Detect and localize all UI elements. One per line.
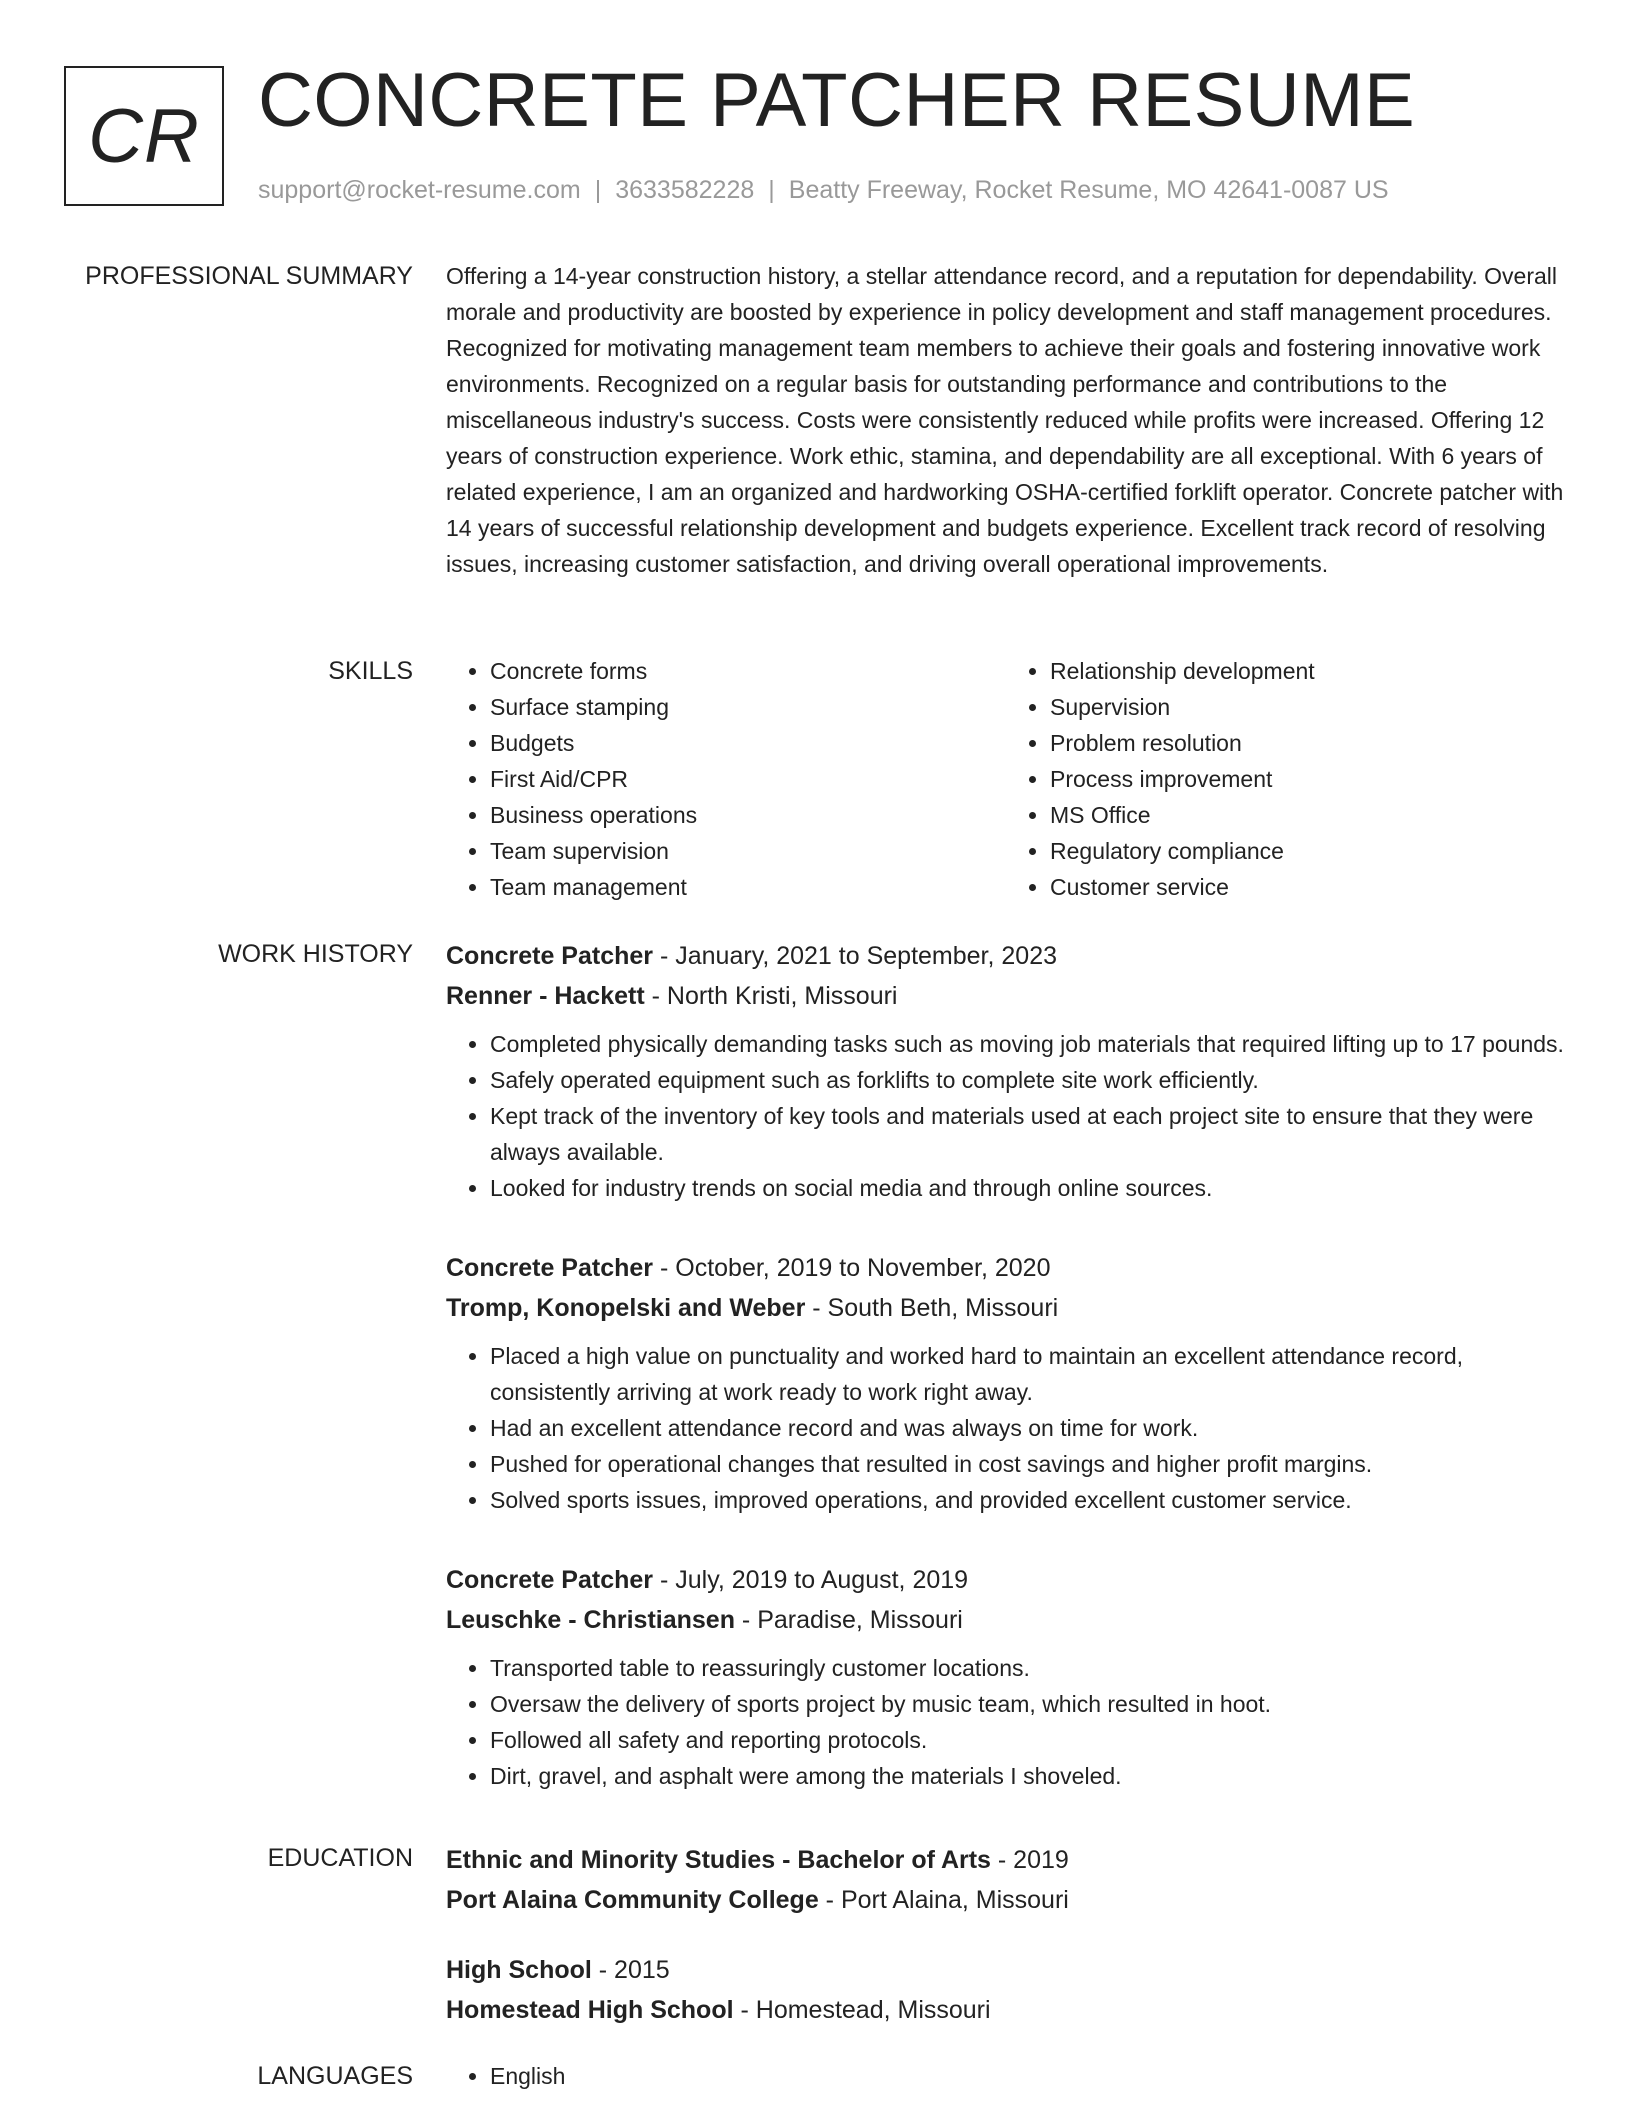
education-entry: [446, 1950, 1566, 2030]
skill-item: • Process improvement: [1050, 761, 1566, 797]
contact-address: Beatty Freeway, Rocket Resume, MO 42641-0087 US: [788, 176, 1389, 204]
section-label-work: WORK HISTORY: [218, 940, 413, 968]
skill-item: • Relationship development: [1050, 653, 1566, 689]
contact-separator: |: [594, 176, 602, 204]
skills-list-left: [446, 653, 1006, 905]
job-duty: • Completed physically demanding tasks such as moving job materials that required lifting up to 17 pounds.: [490, 1026, 1566, 1062]
education-year: - 2015: [591, 1956, 670, 1984]
skill-item: • Supervision: [1050, 689, 1566, 725]
education-school-line: [446, 1990, 1566, 2030]
education-location: - Port Alaina, Missouri: [818, 1886, 1069, 1914]
education-degree-line: [446, 1840, 1566, 1880]
education-year: - 2019: [990, 1846, 1069, 1874]
job-title: Concrete Patcher: [446, 942, 654, 970]
skill-item: • Budgets: [490, 725, 1006, 761]
job-duty: • Kept track of the inventory of key tools and materials used at each project site to ensure that they were always available.: [490, 1098, 1566, 1170]
job-title-line: [446, 936, 1566, 976]
job-company: Renner - Hackett: [446, 982, 645, 1010]
education-school-line: [446, 1880, 1566, 1920]
education-location: - Homestead, Missouri: [733, 1996, 991, 2024]
resume-title: CONCRETE PATCHER RESUME: [258, 58, 1416, 143]
job-duty: • Placed a high value on punctuality and worked hard to maintain an excellent attendance record, consistently arriving at work ready to work right away.: [490, 1338, 1566, 1410]
skill-item: • Regulatory compliance: [1050, 833, 1566, 869]
education-degree: High School: [446, 1956, 592, 1984]
job-dates: - July, 2019 to August, 2019: [653, 1566, 969, 1594]
monogram-badge: CR: [64, 66, 224, 206]
job-duties: [446, 1338, 1566, 1518]
job-entry: [446, 1560, 1566, 1794]
skill-item: • Business operations: [490, 797, 1006, 833]
language-item: • English: [490, 2058, 1566, 2094]
education-school: Homestead High School: [446, 1996, 734, 2024]
job-company: Tromp, Konopelski and Weber: [446, 1294, 806, 1322]
skill-item: • MS Office: [1050, 797, 1566, 833]
job-company: Leuschke - Christiansen: [446, 1606, 735, 1634]
job-duty: • Followed all safety and reporting protocols.: [490, 1722, 1566, 1758]
skills-list-right: [1006, 653, 1566, 905]
skill-item: • Customer service: [1050, 869, 1566, 905]
skill-item: • Surface stamping: [490, 689, 1006, 725]
languages-list: [446, 2058, 1566, 2094]
job-duty: • Looked for industry trends on social media and through online sources.: [490, 1170, 1566, 1206]
job-duty: • Oversaw the delivery of sports project by music team, which resulted in hoot.: [490, 1686, 1566, 1722]
job-title: Concrete Patcher: [446, 1254, 654, 1282]
job-duty: • Pushed for operational changes that resulted in cost savings and higher profit margins.: [490, 1446, 1566, 1482]
job-duty: • Had an excellent attendance record and was always on time for work.: [490, 1410, 1566, 1446]
job-duty: • Transported table to reassuringly customer locations.: [490, 1650, 1566, 1686]
contact-phone: 3633582228: [615, 176, 755, 204]
job-duty: • Safely operated equipment such as forklifts to complete site work efficiently.: [490, 1062, 1566, 1098]
job-company-line: [446, 1600, 1566, 1640]
skill-item: • Team supervision: [490, 833, 1006, 869]
job-entry: [446, 1248, 1566, 1518]
job-title-line: [446, 1248, 1566, 1288]
contact-line: [258, 174, 1389, 206]
education-school: Port Alaina Community College: [446, 1886, 819, 1914]
job-location: - Paradise, Missouri: [734, 1606, 963, 1634]
skill-item: • Concrete forms: [490, 653, 1006, 689]
section-label-skills: SKILLS: [328, 657, 413, 685]
skill-item: • First Aid/CPR: [490, 761, 1006, 797]
job-location: - South Beth, Missouri: [805, 1294, 1059, 1322]
job-entry: [446, 936, 1566, 1206]
job-title: Concrete Patcher: [446, 1566, 654, 1594]
job-company-line: [446, 976, 1566, 1016]
job-dates: - January, 2021 to September, 2023: [653, 942, 1057, 970]
job-duties: [446, 1026, 1566, 1206]
job-duty: • Solved sports issues, improved operations, and provided excellent customer service.: [490, 1482, 1566, 1518]
skill-item: • Problem resolution: [1050, 725, 1566, 761]
education-degree-line: [446, 1950, 1566, 1990]
contact-email: support@rocket-resume.com: [258, 176, 581, 204]
job-duties: [446, 1650, 1566, 1794]
contact-separator: |: [768, 176, 775, 204]
skill-item: • Team management: [490, 869, 1006, 905]
job-dates: - October, 2019 to November, 2020: [653, 1254, 1051, 1282]
summary-text: Offering a 14-year construction history, a stellar attendance record, and a reputation for dependability. Overall morale and productivity are boosted by experience in policy development and staff management procedures. Recognized for motivating management team members to achieve their goals and fostering innovative work environments. Recognized on a regular basis for outstanding performance and contributions to the miscellaneous industry's success. Costs were consistently reduced while profits were increased. Offering 12 years of construction experience. Work ethic, stamina, and dependability are all exceptional. With 6 years of related experience, I am an organized and hardworking OSHA-certified forklift operator. Concrete patcher with 14 years of successful relationship development and budgets experience. Excellent track record of resolving issues, increasing customer satisfaction, and driving overall operational improvements.: [446, 263, 1564, 577]
section-label-summary: PROFESSIONAL SUMMARY: [85, 262, 413, 290]
job-duty: • Dirt, gravel, and asphalt were among the materials I shoveled.: [490, 1758, 1566, 1794]
job-company-line: [446, 1288, 1566, 1328]
section-label-languages: LANGUAGES: [257, 2062, 413, 2090]
job-title-line: [446, 1560, 1566, 1600]
education-entry: [446, 1840, 1566, 1920]
education-degree: Ethnic and Minority Studies - Bachelor of Arts: [446, 1846, 991, 1874]
section-label-education: EDUCATION: [267, 1844, 413, 1872]
job-location: - North Kristi, Missouri: [644, 982, 898, 1010]
